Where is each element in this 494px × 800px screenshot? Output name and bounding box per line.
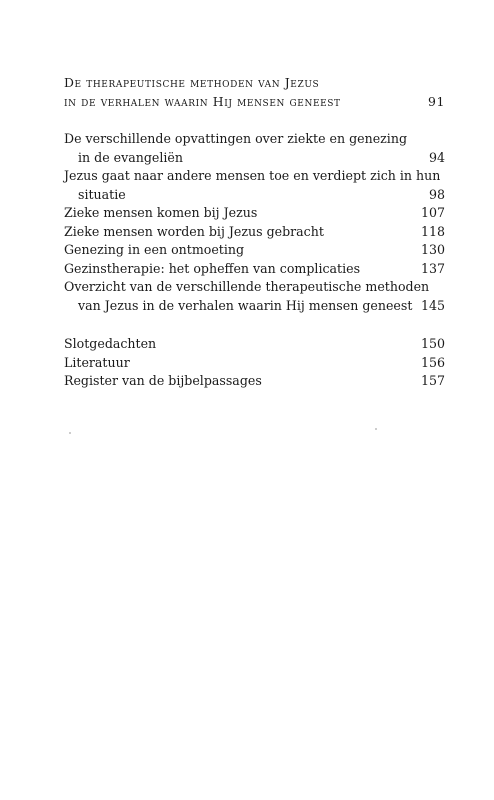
backmatter-page: 150 (420, 336, 445, 351)
toc-entry-continuation (64, 186, 445, 205)
toc-entry-text: Genezing in een ontmoeting (64, 242, 245, 257)
toc-entry-page: 137 (420, 260, 445, 276)
toc-entry (64, 130, 445, 149)
toc-entry (64, 204, 445, 223)
section-heading-page: 91 (428, 93, 445, 109)
toc-entry-page: 145 (420, 297, 445, 313)
toc-entry-text-continued: in de evangeliën (78, 149, 183, 165)
backmatter-page: 157 (420, 373, 445, 388)
toc-entry-page: 118 (420, 223, 445, 239)
toc-entry (64, 167, 445, 186)
backmatter-label: Literatuur (64, 354, 130, 370)
toc-entry (64, 241, 445, 260)
section-heading-text-2: in de verhalen waarin Hij mensen geneest (64, 93, 341, 109)
backmatter-label: Slotgedachten (64, 336, 157, 351)
toc-entry-text-continued: van Jezus in de verhalen waarin Hij mensen geneest (78, 297, 413, 313)
backmatter-entry (64, 372, 445, 391)
toc-entry-text: Gezinstherapie: het opheffen van complicaties (64, 260, 361, 276)
section-heading-text-1: De therapeutische methoden van Jezus (64, 75, 320, 90)
table-of-contents (64, 74, 445, 391)
toc-entry-text: Jezus gaat naar andere mensen toe en verdiept zich in hun (64, 168, 441, 183)
toc-entry (64, 260, 445, 279)
toc-entry-text: De verschillende opvattingen over ziekte en genezing (64, 131, 408, 146)
toc-entry-page: 94 (428, 149, 445, 165)
toc-entry (64, 278, 445, 297)
section-heading-line-1 (64, 74, 445, 93)
toc-entry-text-continued: situatie (78, 186, 126, 202)
backmatter-entry (64, 335, 445, 354)
backmatter-page: 156 (420, 354, 445, 370)
toc-entry-page: 130 (420, 242, 445, 257)
toc-entry-page: 107 (420, 205, 445, 220)
section-heading-line-2 (64, 93, 445, 112)
toc-entry-text: Zieke mensen worden bij Jezus gebracht (64, 223, 324, 239)
toc-entry-continuation (64, 297, 445, 316)
backmatter-label: Register van de bijbelpassages (64, 373, 262, 388)
scan-speck (69, 432, 71, 434)
scan-speck (375, 428, 377, 430)
toc-entry-text: Overzicht van de verschillende therapeutische methoden (64, 279, 430, 294)
toc-entry (64, 223, 445, 242)
toc-entry-continuation (64, 149, 445, 168)
toc-entry-text: Zieke mensen komen bij Jezus (64, 205, 258, 220)
backmatter-entry (64, 354, 445, 373)
toc-entry-page: 98 (428, 186, 445, 202)
